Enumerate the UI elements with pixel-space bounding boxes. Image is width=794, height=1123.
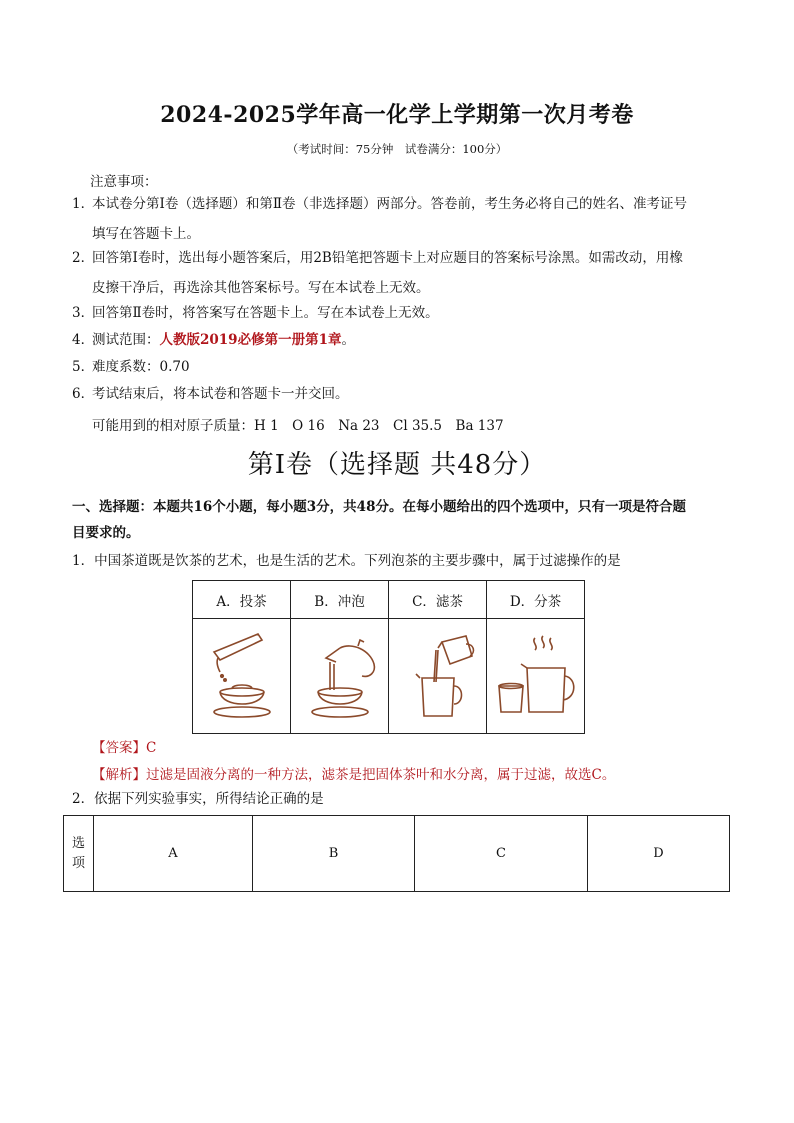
notice-item-5: 5．难度系数：0.70 [72, 359, 190, 375]
atomic-mass-line: 可能用到的相对原子质量：H 1 O 16 Na 23 Cl 35.5 Ba 137 [92, 418, 504, 434]
question-2-stem: 2．依据下列实验事实，所得结论正确的是 [72, 791, 324, 807]
section-instruction: 一、选择题：本题共16个小题，每小题3分，共48分。在每小题给出的四个选项中，只有一项是符合题 [72, 499, 686, 515]
option-d-image [487, 619, 585, 734]
tea-pouring-leaves-icon [202, 628, 282, 724]
question-1-answer: 【答案】C [92, 740, 157, 756]
section-title: 第Ⅰ卷（选择题 共48分） [247, 450, 547, 480]
option-d-cell: D [588, 816, 730, 892]
option-a-image [193, 619, 291, 734]
option-c-cell: C [415, 816, 588, 892]
filter-pouring-icon [398, 628, 478, 724]
notice-item-2: 2．回答第Ⅰ卷时，选出每小题答案后，用2B铅笔把答题卡上对应题目的答案标号涂黑。如需改动，用橡 [72, 250, 683, 266]
notice-item-1-cont: 填写在答题卡上。 [92, 226, 200, 242]
notice-item-6: 6．考试结束后，将本试卷和答题卡一并交回。 [72, 386, 349, 402]
test-scope: 人教版2019必修第一册第1章 [159, 332, 342, 348]
option-b-label: B．冲泡 [291, 581, 389, 619]
option-c-image [389, 619, 487, 734]
question-1-option-table [192, 580, 585, 734]
option-b-image [291, 619, 389, 734]
section-instruction-cont: 目要求的。 [72, 525, 140, 541]
notice-heading: 注意事项： [90, 174, 158, 190]
question-1-stem: 1．中国茶道既是饮茶的艺术，也是生活的艺术。下列泡茶的主要步骤中，属于过滤操作的是 [72, 553, 621, 569]
exam-subtitle: （考试时间：75分钟 试卷满分：100分） [286, 142, 508, 156]
notice-item-1: 1．本试卷分第Ⅰ卷（选择题）和第Ⅱ卷（非选择题）两部分。答卷前，考生务必将自己的姓名、准考证号 [72, 196, 688, 212]
answer-value: C [146, 740, 157, 756]
option-c-label: C．滤茶 [389, 581, 487, 619]
exam-title: 2024-2025学年高一化学上学期第一次月考卷 [160, 102, 634, 128]
option-header: 选项 [64, 816, 94, 892]
notice-item-2-cont: 皮擦干净后，再选涂其他答案标号。写在本试卷上无效。 [92, 280, 430, 296]
serving-pitcher-icon [491, 628, 581, 724]
notice-item-3: 3．回答第Ⅱ卷时，将答案写在答题卡上。写在本试卷上无效。 [72, 305, 439, 321]
notice-item-4: 4．测试范围：人教版2019必修第一册第1章。 [72, 332, 355, 348]
option-a-label: A．投茶 [193, 581, 291, 619]
option-b-cell: B [253, 816, 415, 892]
question-2-option-table [63, 815, 730, 892]
option-a-cell: A [94, 816, 253, 892]
kettle-brewing-icon [300, 628, 380, 724]
question-1-analysis: 【解析】过滤是固液分离的一种方法，滤茶是把固体茶叶和水分离，属于过滤，故选C。 [92, 767, 616, 783]
option-d-label: D．分茶 [487, 581, 585, 619]
